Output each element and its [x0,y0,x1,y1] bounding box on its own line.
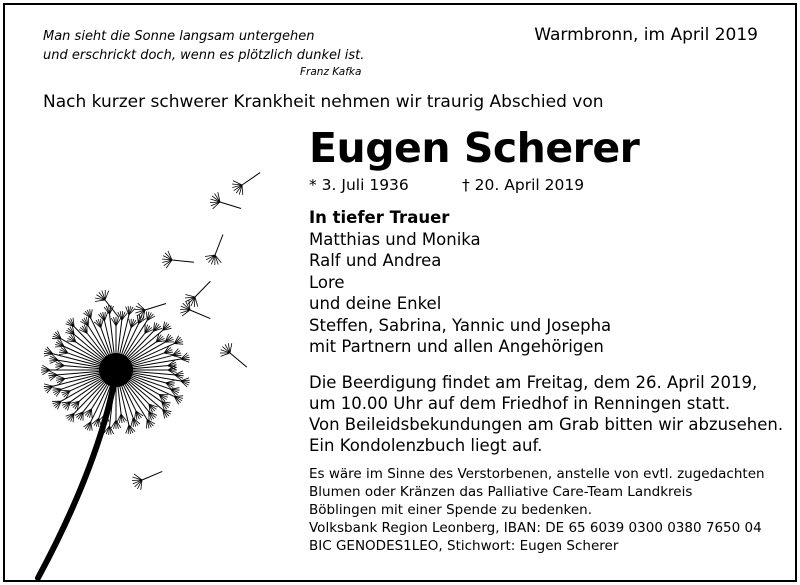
bank-details: Volksbank Region Leonberg, IBAN: DE 65 6039 0300 0380 7650 04 [309,520,762,536]
donation-line: Böblingen mit einer Spende zu bedenken. [309,502,593,518]
donation-line: Blumen oder Kränzen das Palliative Care-Team Landkreis [309,484,693,500]
quote-line: Man sieht die Sonne langsam untergehen [43,29,315,44]
bic-keyword: BIC GENODES1LEO, Stichwort: Eugen Scherer [309,538,619,554]
mourner-line: Matthias und Monika [309,229,481,249]
funeral-line: Ein Kondolenzbuch liegt auf. [309,436,543,455]
kafka-quote [43,27,364,65]
mourner-line: mit Partnern und allen Angehörigen [309,337,604,356]
mourner-line: Lore [309,272,345,292]
intro-text: Nach kurzer schwerer Krankheit nehmen wir traurig Abschied von [43,92,604,112]
donation-line: Es wäre im Sinne des Verstorbenen, anstelle von evtl. zugedachten [309,466,765,482]
mourners-heading: In tiefer Trauer [309,208,450,227]
mourner-line: und deine Enkel [309,294,442,313]
mourners-list [309,207,611,358]
quote-author: Franz Kafka [300,66,362,78]
death-date: † 20. April 2019 [462,176,585,194]
mourner-line: Steffen, Sabrina, Yannic und Josepha [309,315,612,335]
funeral-line: Von Beileidsbekundungen am Grab bitten wir abzusehen. [309,415,784,434]
place-date: Warmbronn, im April 2019 [534,25,758,45]
mourner-line: Ralf und Andrea [309,251,442,270]
funeral-line: um 10.00 Uhr auf dem Friedhof in Renningen statt. [309,394,731,413]
donation-info [309,465,765,555]
funeral-line: Die Beerdigung findet am Freitag, dem 26. April 2019, [309,373,758,392]
dandelion-icon [20,160,300,580]
quote-line: und erschrickt doch, wenn es plötzlich dunkel ist. [43,48,365,63]
funeral-info [309,372,783,456]
deceased-name: Eugen Scherer [309,124,640,172]
birth-date: * 3. Juli 1936 [309,176,409,194]
